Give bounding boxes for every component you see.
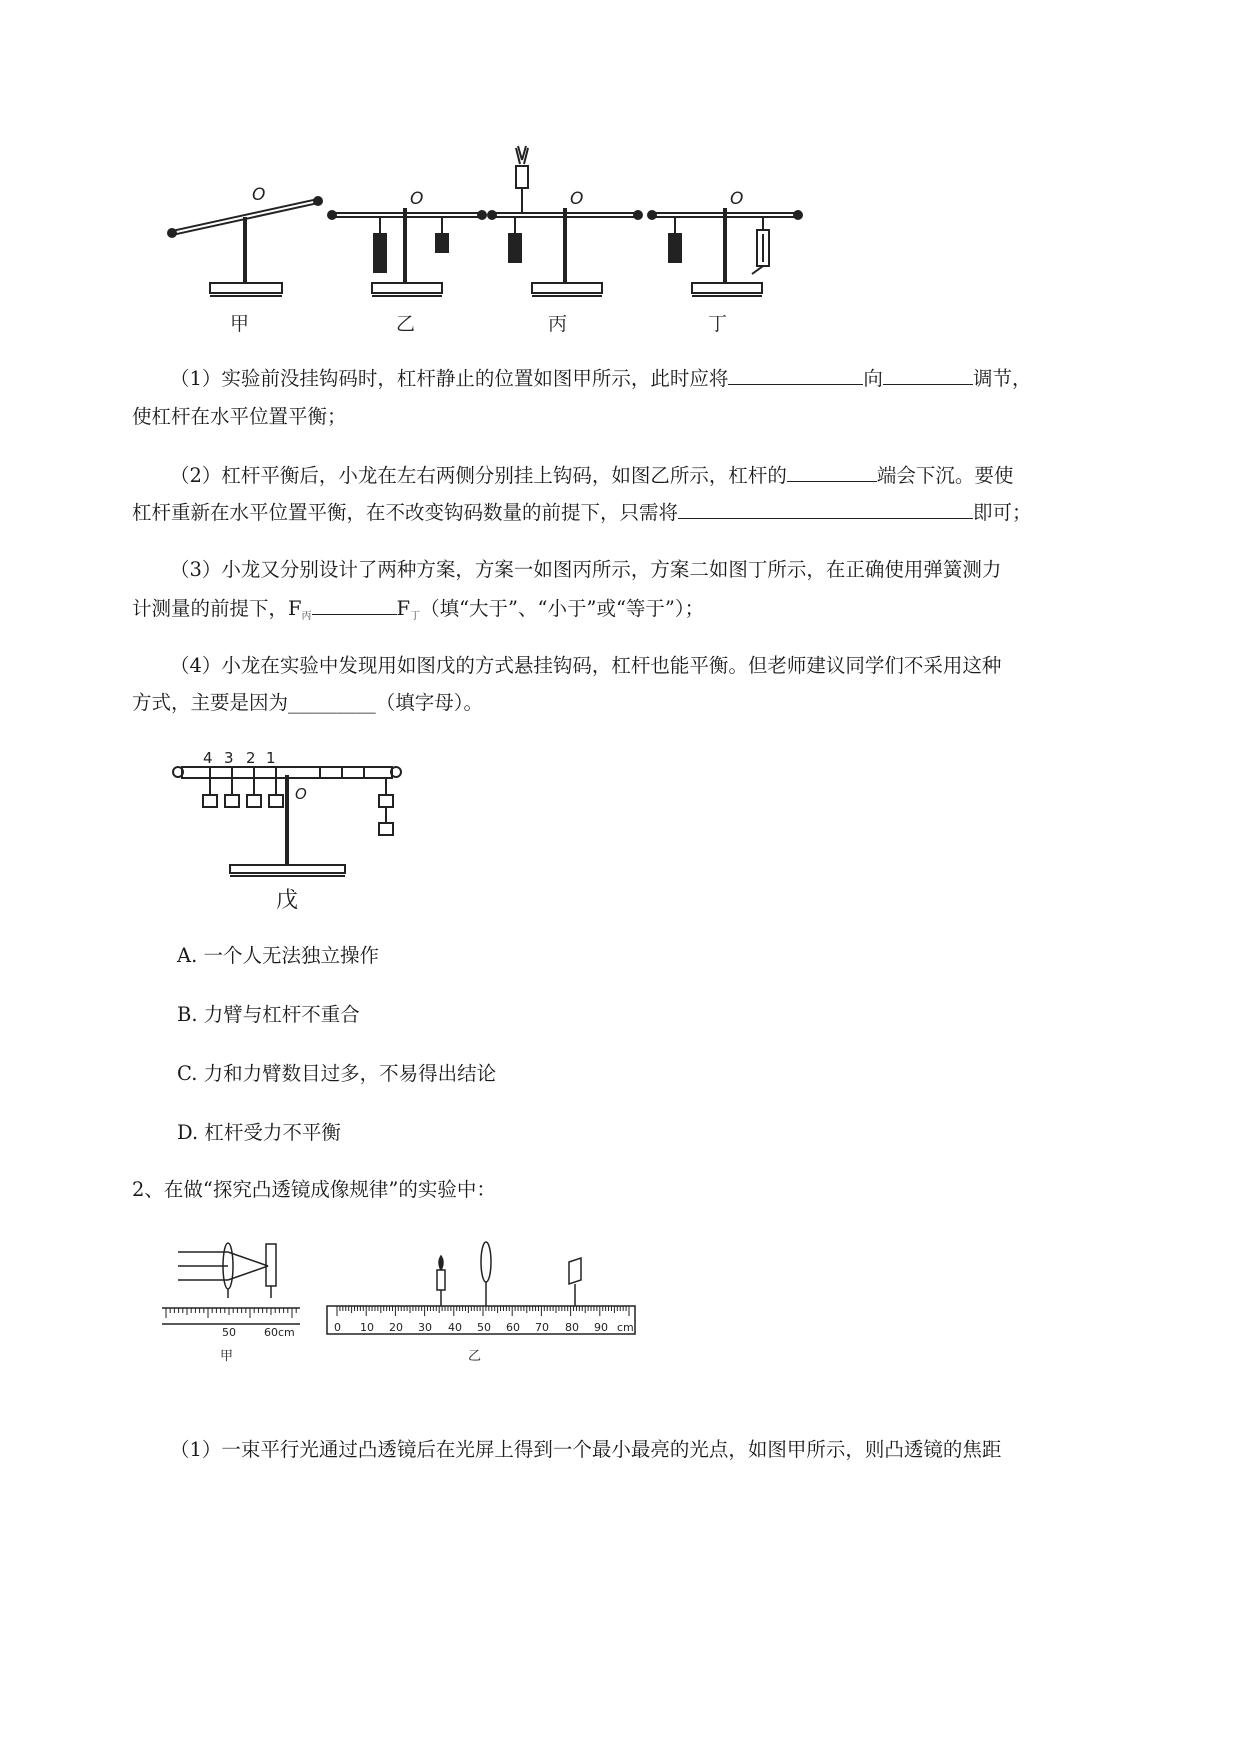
option-letter: A. xyxy=(177,944,198,967)
option-text: 力臂与杠杆不重合 xyxy=(203,1003,360,1026)
option-letter: C. xyxy=(177,1062,198,1085)
position-number: 4 xyxy=(203,749,213,767)
q1-p4-suffix: （填字母）。 xyxy=(375,691,484,714)
option-text: 力和力臂数目过多，不易得出结论 xyxy=(203,1062,497,1085)
option-c[interactable] xyxy=(177,1058,496,1086)
q1-part4-line2 xyxy=(132,688,483,718)
scale-label: 40 xyxy=(448,1321,462,1334)
answer-blank[interactable] xyxy=(787,459,877,482)
answer-blank[interactable] xyxy=(728,362,863,385)
fig-label-ding: 丁 xyxy=(708,313,728,335)
q1-part3-line1: （3）小龙又分别设计了两种方案，方案一如图丙所示，方案二如图丁所示，在正确使用弹簧测力 xyxy=(170,558,1002,581)
scale-label: 20 xyxy=(389,1321,403,1334)
fig-label-bing: 丙 xyxy=(548,313,568,335)
scale-label: 10 xyxy=(360,1321,374,1334)
fig-label-yi-2: 乙 xyxy=(468,1349,482,1364)
scale-label: 30 xyxy=(418,1321,432,1334)
fig-label-yi: 乙 xyxy=(396,313,416,335)
pivot-label-ding: O xyxy=(730,189,744,209)
q1-part4-line1: （4）小龙在实验中发现用如图戊的方式悬挂钩码，杠杆也能平衡。但老师建议同学们不采用这种 xyxy=(170,654,1002,677)
q1-p2-prefix: （2）杠杆平衡后，小龙在左右两侧分别挂上钩码，如图乙所示，杠杆的 xyxy=(170,464,787,487)
q1-p1-prefix: （1）实验前没挂钩码时，杠杆静止的位置如图甲所示，此时应将 xyxy=(170,367,729,390)
lens-figure-jia xyxy=(160,1240,305,1365)
lever-yi xyxy=(328,208,486,296)
scale-label: 60cm xyxy=(264,1326,295,1339)
option-letter: D. xyxy=(177,1121,199,1144)
lever-figure-wu xyxy=(160,745,420,915)
q1-p4-prefix: 方式，主要是因为 xyxy=(132,691,289,714)
option-text: 一个人无法独立操作 xyxy=(203,944,379,967)
q1-part2-line2 xyxy=(132,496,1032,528)
lever-ding xyxy=(648,208,802,296)
q1-part2-line1 xyxy=(170,459,1013,491)
q1-p2-line2-prefix: 杠杆重新在水平位置平衡，在不改变钩码数量的前提下，只需将 xyxy=(132,501,679,524)
scale-label: cm xyxy=(617,1321,634,1334)
subscript-ding: 丁 xyxy=(410,611,421,622)
scale-label: 50 xyxy=(477,1321,491,1334)
pivot-label-bing: O xyxy=(570,189,584,209)
answer-blank[interactable]: _________ xyxy=(288,691,376,714)
q2-title: 2、在做“探究凸透镜成像规律”的实验中： xyxy=(132,1178,496,1201)
position-number: 1 xyxy=(266,749,276,767)
q1-p3-suffix: （填“大于”、“小于”或“等于”）； xyxy=(420,597,705,620)
optical-bench-yi xyxy=(325,1240,640,1365)
option-text: 杠杆受力不平衡 xyxy=(204,1121,341,1144)
scale-label: 90 xyxy=(594,1321,608,1334)
q1-part1-line2: 使杠杆在水平位置平衡； xyxy=(132,405,347,428)
answer-blank[interactable] xyxy=(883,362,973,385)
q1-p3-mid: F xyxy=(396,597,411,620)
pivot-label-yi: O xyxy=(410,189,424,209)
q1-p3-prefix: 计测量的前提下，F xyxy=(132,597,302,620)
position-number: 2 xyxy=(246,749,256,767)
answer-blank[interactable] xyxy=(678,496,973,519)
lever-jia xyxy=(168,197,322,296)
lever-figure-set xyxy=(160,138,820,340)
subscript-bing: 丙 xyxy=(301,611,312,622)
scale-label: 50 xyxy=(222,1326,236,1339)
fig-label-jia: 甲 xyxy=(230,313,250,335)
option-letter: B. xyxy=(177,1003,198,1026)
pivot-label-wu: O xyxy=(295,785,307,803)
q2-part1: （1）一束平行光通过凸透镜后在光屏上得到一个最小最亮的光点，如图甲所示，则凸透镜的焦距 xyxy=(170,1438,1002,1461)
scale-label: 70 xyxy=(535,1321,549,1334)
answer-blank[interactable] xyxy=(312,592,397,615)
scale-label: 0 xyxy=(334,1321,341,1334)
q1-p1-mid: 向 xyxy=(863,367,883,390)
q1-p2-suffix: 端会下沉。要使 xyxy=(876,464,1014,487)
q1-p1-suffix: 调节， xyxy=(972,367,1032,390)
scale-label: 80 xyxy=(565,1321,579,1334)
lever-bing xyxy=(488,146,642,296)
fig-label-jia-2: 甲 xyxy=(220,1349,234,1364)
position-number: 3 xyxy=(224,749,234,767)
option-a[interactable] xyxy=(177,940,379,968)
option-b[interactable] xyxy=(177,999,360,1027)
option-d[interactable] xyxy=(177,1117,341,1145)
scale-label: 60 xyxy=(506,1321,520,1334)
q1-part3-line2 xyxy=(132,592,704,632)
q1-part1-line1 xyxy=(170,362,1031,394)
q1-p2-line2-suffix: 即可； xyxy=(973,501,1032,524)
fig-label-wu: 戊 xyxy=(276,888,299,913)
pivot-label-jia: O xyxy=(252,185,266,205)
